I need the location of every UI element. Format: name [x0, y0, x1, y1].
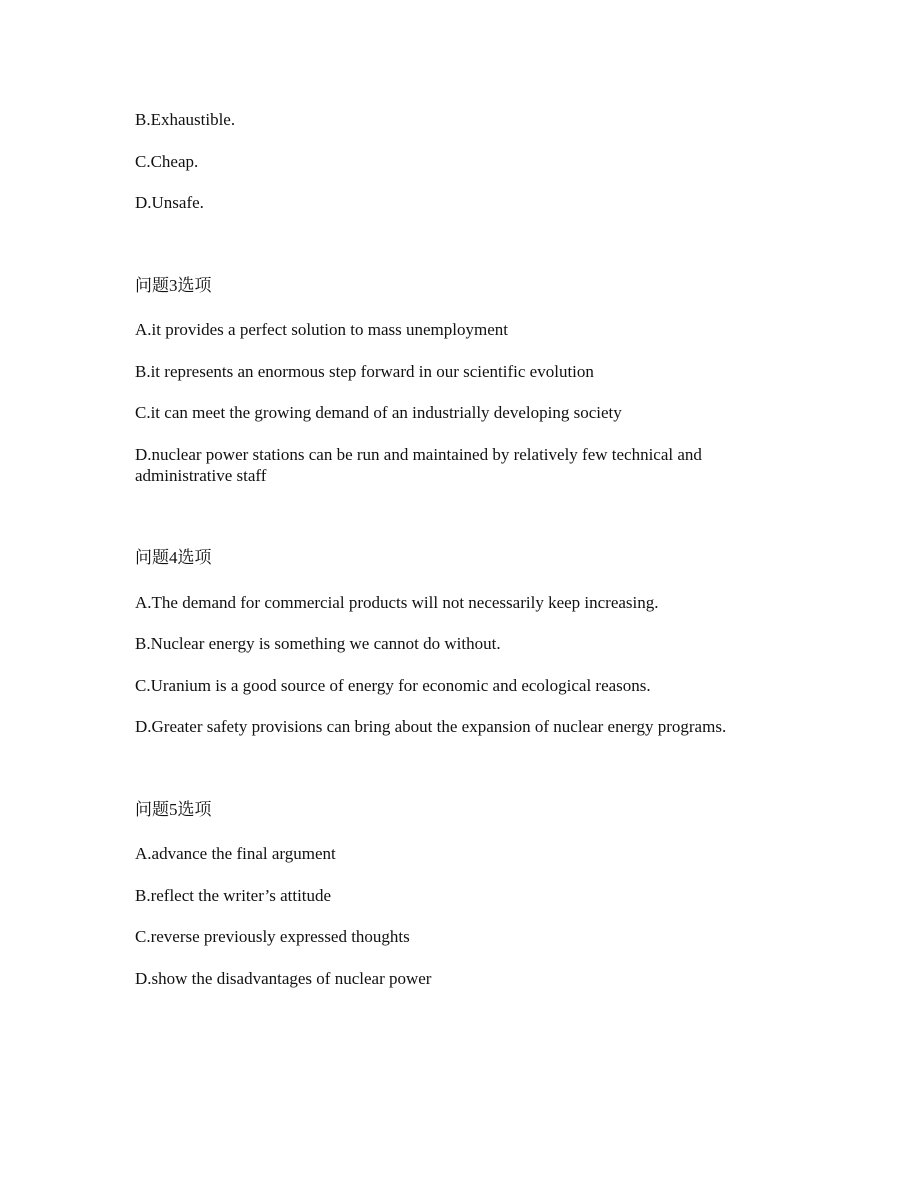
q3-option-d: D.nuclear power stations can be run and maintained by relatively few technical and administrative staff	[135, 445, 702, 485]
q5-option-a: A.advance the final argument	[135, 844, 336, 863]
q4-option-b: B.Nuclear energy is something we cannot do without.	[135, 634, 501, 653]
q3-option-b: B.it represents an enormous step forward in our scientific evolution	[135, 362, 594, 381]
q4-option-d: D.Greater safety provisions can bring about the expansion of nuclear energy programs.	[135, 717, 727, 736]
q5-option-c: C.reverse previously expressed thoughts	[135, 927, 410, 946]
q4-option-a: A.The demand for commercial products will not necessarily keep increasing.	[135, 593, 659, 612]
question-3-heading: 问题3选项	[135, 276, 212, 295]
q5-option-b: B.reflect the writer’s attitude	[135, 886, 332, 905]
option-d: D.Unsafe.	[135, 193, 204, 212]
q4-option-c: C.Uranium is a good source of energy for economic and ecological reasons.	[135, 676, 651, 695]
option-c: C.Cheap.	[135, 152, 199, 171]
question-4-heading: 问题4选项	[135, 548, 212, 567]
q5-option-d: D.show the disadvantages of nuclear power	[135, 969, 432, 988]
q3-option-a: A.it provides a perfect solution to mass unemployment	[135, 320, 508, 339]
option-b: B.Exhaustible.	[135, 110, 236, 129]
q3-option-c: C.it can meet the growing demand of an industrially developing society	[135, 403, 622, 422]
question-5-heading: 问题5选项	[135, 800, 212, 819]
